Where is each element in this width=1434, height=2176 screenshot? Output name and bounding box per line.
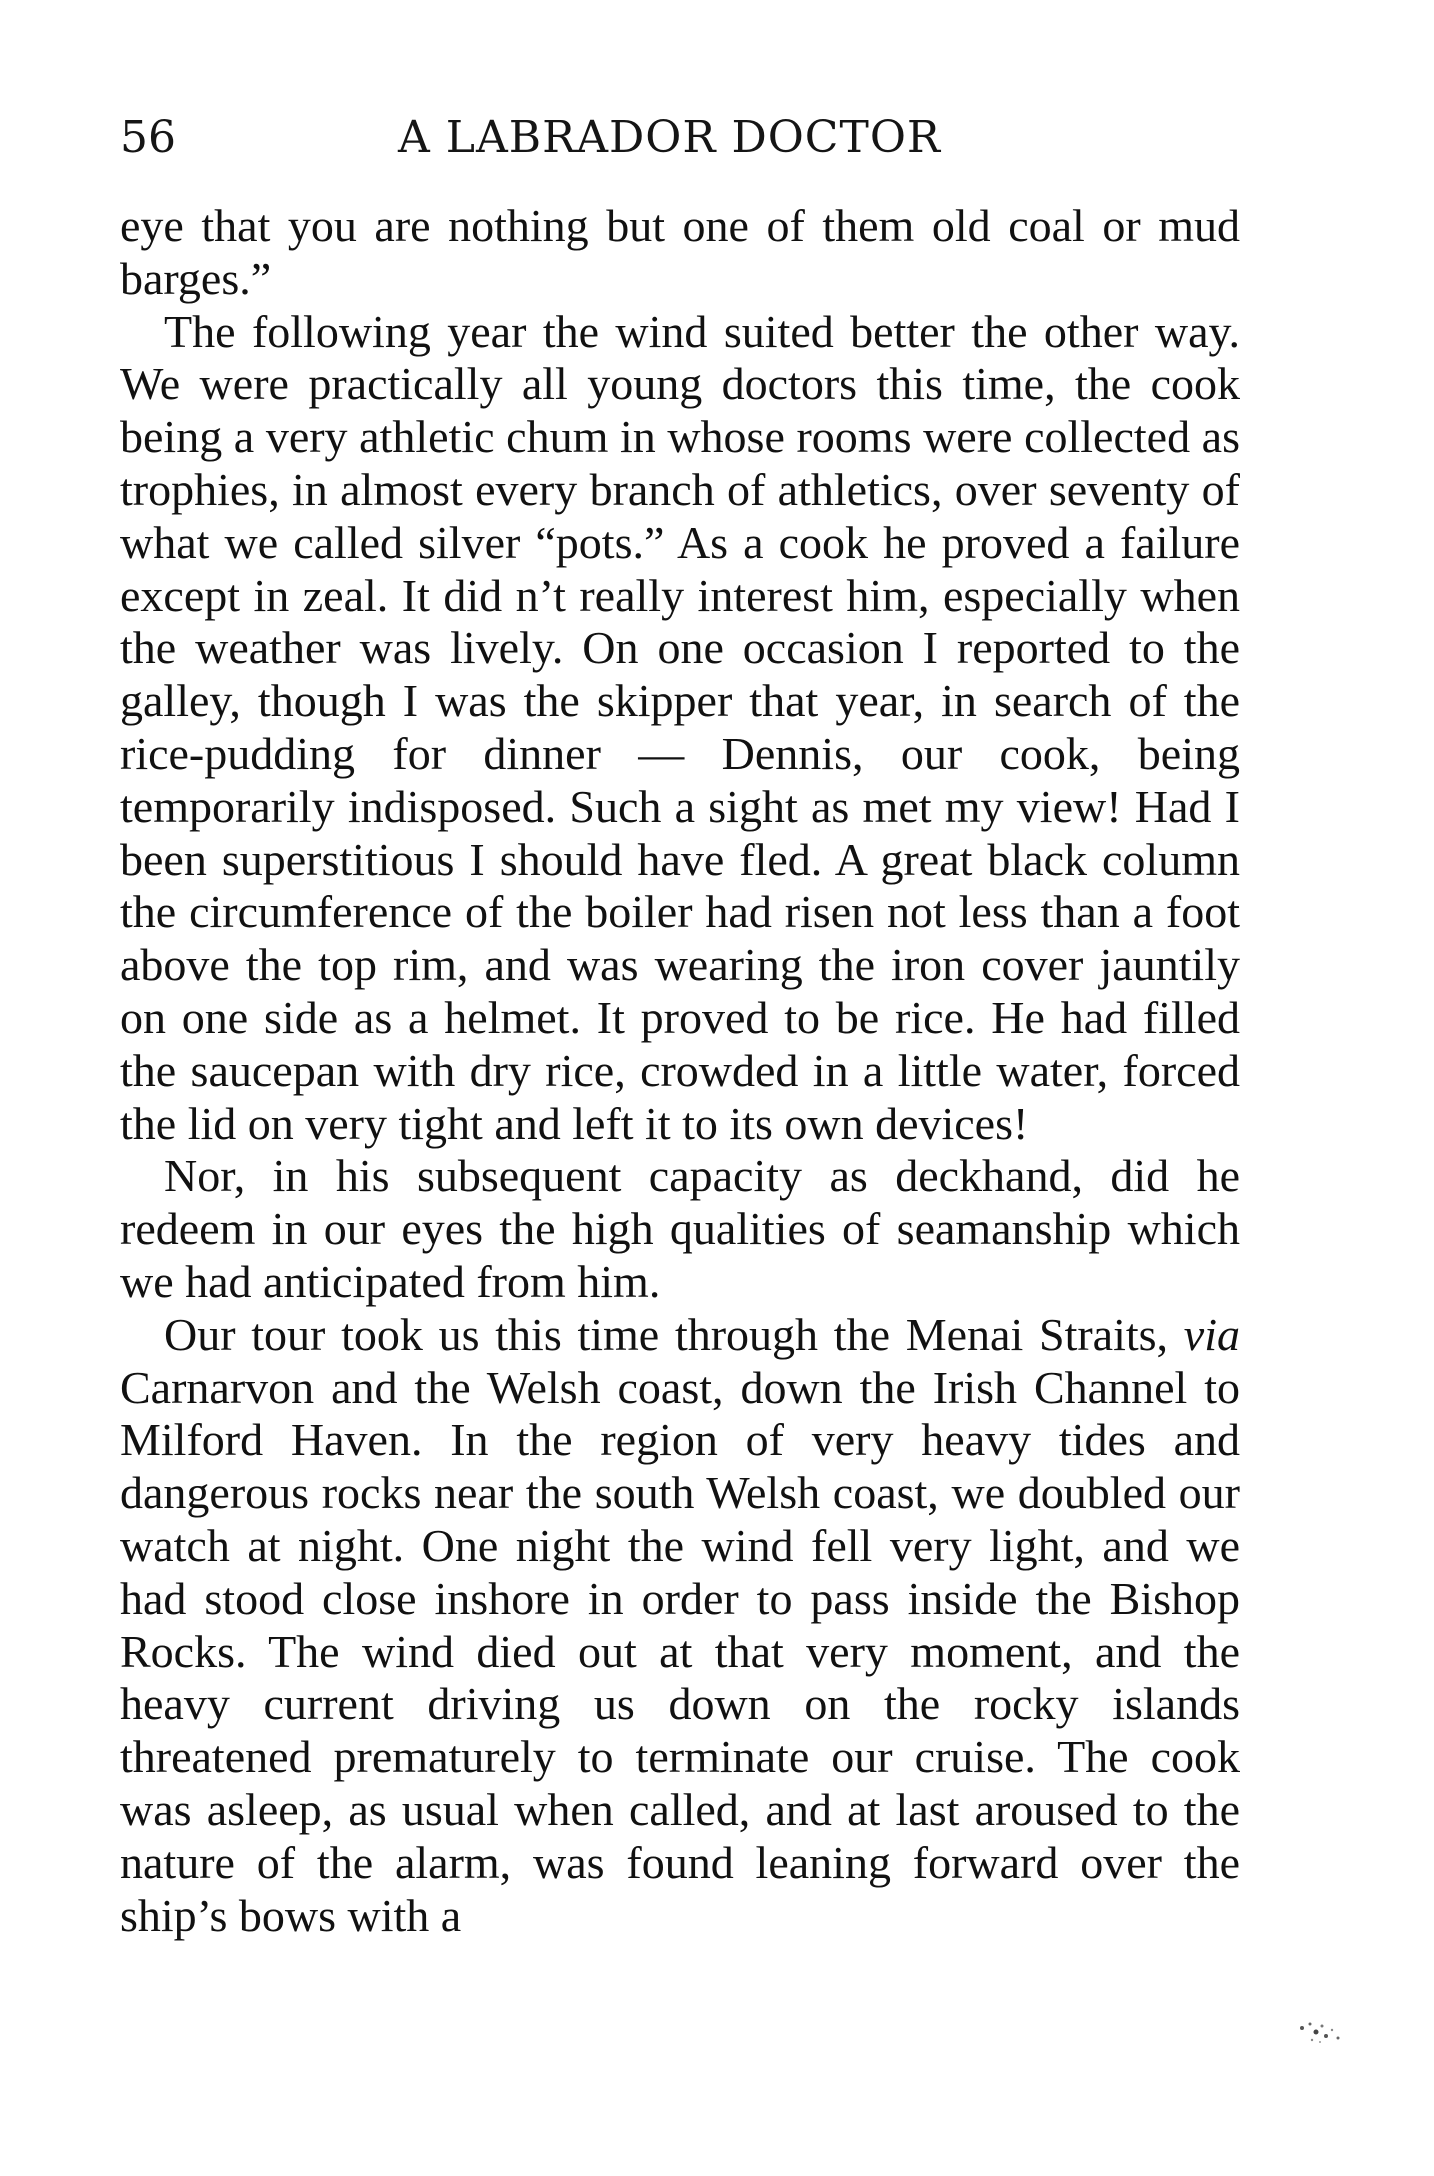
running-title: A LABRADOR DOCTOR — [398, 112, 942, 163]
tour-text-italic: via — [1183, 1308, 1240, 1360]
paragraph-continuation: eye that you are nothing but one of them old coal or mud barges.” — [120, 200, 1240, 304]
paragraph-cook-anecdote: The following year the wind suited better the other way. We were practically all young doctors this time, the cook being a very athletic chum in whose rooms were collected as trophies, in almost every branch of athletics, over seventy of what we called silver “pots.” As a cook he proved a failure except in zeal. It did n’t really interest him, especially when the weather was lively. On one occasion I reported to the galley, though I was the skipper that year, in search of the rice-pudding for dinner — Dennis, our cook, being temporarily indisposed. Such a sight as met my view! Had I been superstitious I should have fled. A great black column the circumference of the boiler had risen not less than a foot above the top rim, and was wearing the iron cover jauntily on one side as a helmet. It proved to be rice. He had filled the saucepan with dry rice, crowded in a little water, forced the lid on very tight and left it to its own devices! — [120, 305, 1240, 1149]
page-number: 56 — [120, 112, 176, 163]
ink-smudge-mark — [1292, 2016, 1362, 2052]
tour-text-start: Our tour took us this time through the Menai Straits, — [164, 1308, 1184, 1360]
paragraph-deckhand: Nor, in his subsequent capacity as deckhand, did he redeem in our eyes the high qualities of seamanship which we had anticipated from him. — [120, 1150, 1240, 1307]
body-text — [120, 200, 1240, 1942]
page-header — [120, 112, 1240, 172]
paragraph-tour — [120, 1309, 1240, 1943]
tour-text-end: Carnarvon and the Welsh coast, down the Irish Channel to Milford Haven. In the region of very heavy tides and dangerous rocks near the south Welsh coast, we doubled our watch at night. One night the wind fell very light, and we had stood close inshore in order to pass inside the Bishop Rocks. The wind died out at that very moment, and the heavy current driving us down on the rocky islands threatened prematurely to terminate our cruise. The cook was asleep, as usual when called, and at last aroused to the nature of the alarm, was found leaning forward over the ship’s bows with a — [120, 1361, 1240, 1941]
